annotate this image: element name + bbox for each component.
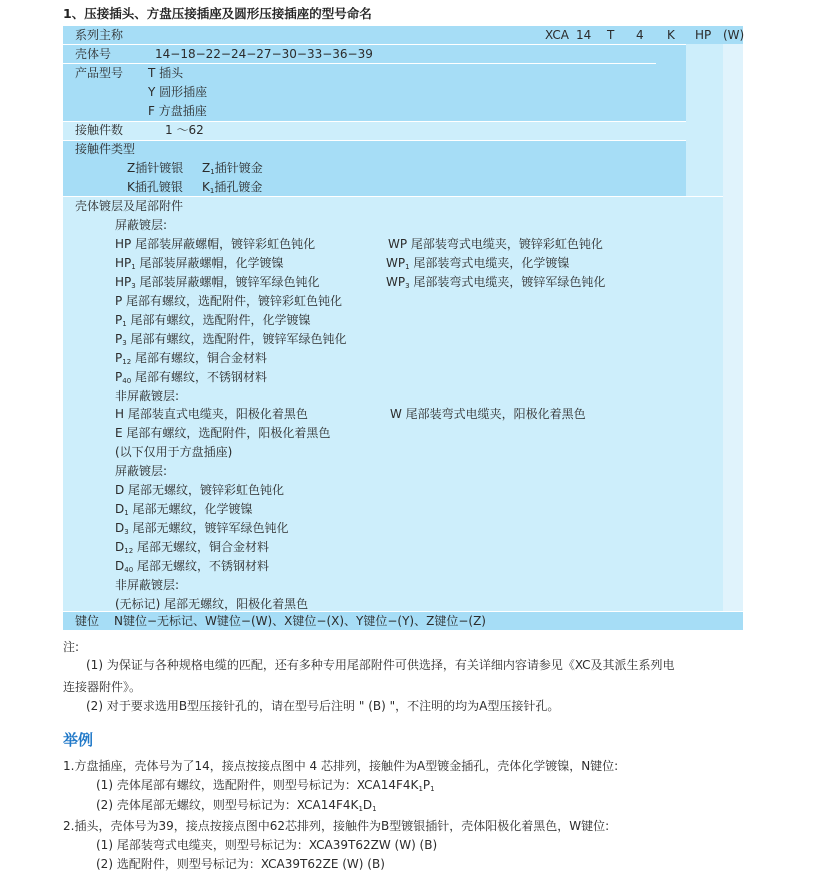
plating-p3: $P_3$ 尾部有螺纹，选配附件，镀锌军绿色钝化 <box>115 332 347 347</box>
example-1: 1.方盘插座，壳体号为了14，接点按接点图中 4 芯排列，接触件为A型镀金插孔，壳体化学镀镍，N键位: <box>63 759 619 773</box>
plating-p: P 尾部有螺纹，选配附件，镀锌彩虹色钝化 <box>115 294 343 308</box>
note-1-line-2: 连接器附件》。 <box>63 680 142 694</box>
note-1-line-1: (1) 为保证与各种规格电缆的匹配，还有多种专用尾部附件可供选择，有关详细内容请参见《XC及其派生系列电 <box>86 658 675 672</box>
plating-p12: $P_{12}$ 尾部有螺纹，铜合金材料 <box>115 351 267 366</box>
example-1b: (2) 壳体尾部无螺纹，则型号标记为：$XCA14F4K_1D_1$ <box>96 798 377 813</box>
plating-d12: $D_{12}$ 尾部无螺纹，铜合金材料 <box>115 540 269 555</box>
product-y: Y 圆形插座 <box>148 85 208 99</box>
contact-type-k: K插孔镀银 <box>127 180 183 194</box>
example-1a: (1) 壳体尾部有螺纹，选配附件，则型号标记为：$XCA14F4K_1P_1$ <box>96 778 435 793</box>
example-2a: (1) 尾部装弯式电缆夹，则型号标记为：XCA39T62ZW (W) (B) <box>96 838 438 852</box>
plating-e: E 尾部有螺纹，选配附件，阳极化着黑色 <box>115 426 331 440</box>
contact-type-k1: $K_1$插孔镀金 <box>202 180 263 195</box>
product-label: 产品型号 <box>75 66 124 80</box>
shielded-label: 屏蔽镀层: <box>115 218 168 232</box>
square-only-note: (以下仅用于方盘插座) <box>115 445 233 459</box>
contact-type-z1: $Z_1$插针镀金 <box>202 161 263 176</box>
plating-d40: $D_{40}$ 尾部无螺纹，不锈钢材料 <box>115 559 269 574</box>
model-code-layout: 4 <box>636 28 644 42</box>
plating-label: 壳体镀层及尾部附件 <box>75 199 184 213</box>
plating-p1: $P_1$ 尾部有螺纹，选配附件，化学镀镍 <box>115 313 311 328</box>
plating-unmarked: (无标记) 尾部无螺纹，阳极化着黑色 <box>115 597 309 611</box>
plating-p40: $P_{40}$ 尾部有螺纹，不锈钢材料 <box>115 370 267 385</box>
examples-title: 举例 <box>63 731 94 749</box>
contact-type-z: Z插针镀银 <box>127 161 184 175</box>
contacts-value: 1 ～62 <box>165 123 204 137</box>
key-label: 键位 <box>75 614 100 628</box>
model-code-type: T <box>607 28 615 42</box>
plating-h: H 尾部装直式电缆夹，阳极化着黑色 <box>115 407 308 421</box>
notes-label: 注: <box>63 640 80 654</box>
plating-hp: HP 尾部装屏蔽螺帽，镀锌彩虹色钝化 <box>115 237 316 251</box>
note-2: (2) 对于要求选用B型压接针孔的，请在型号后注明 " (B) "，不注明的均为A型压接针孔。 <box>86 699 560 713</box>
model-code-shell: 14 <box>576 28 592 42</box>
example-2b: (2) 选配附件，则型号标记为：XCA39T62ZE (W) (B) <box>96 857 385 871</box>
model-code-plating: HP <box>695 28 712 42</box>
plating-w: W 尾部装弯式电缆夹，阳极化着黑色 <box>390 407 586 421</box>
shell-label: 壳体号 <box>75 47 112 61</box>
example-2: 2.插头，壳体号为39，接点按接点图中62芯排列，接触件为B型镀银插针，壳体阳极化着黑色，W键位: <box>63 819 610 833</box>
plating-wp3: $WP_3$ 尾部装弯式电缆夹，镀锌军绿色钝化 <box>386 275 606 290</box>
model-code-xca: XCA <box>545 28 569 42</box>
product-f: F 方盘插座 <box>148 104 207 118</box>
model-code-contact: K <box>667 28 675 42</box>
series-label: 系列主称 <box>75 28 124 42</box>
product-t: T 插头 <box>148 66 184 80</box>
key-value: N键位−无标记、W键位−(W)、X键位−(X)、Y键位−(Y)、Z键位−(Z) <box>114 614 486 628</box>
plating-d: D 尾部无螺纹，镀锌彩虹色钝化 <box>115 483 285 497</box>
plating-d1: $D_1$ 尾部无螺纹，化学镀镍 <box>115 502 253 517</box>
page-title: 1、压接插头、方盘压接插座及圆形压接插座的型号命名 <box>63 6 372 21</box>
plating-d3: $D_3$ 尾部无螺纹，镀锌军绿色钝化 <box>115 521 289 536</box>
contacts-label: 接触件数 <box>75 123 124 137</box>
contacts-band <box>63 121 686 140</box>
shielded-label-2: 屏蔽镀层: <box>115 464 168 478</box>
unshielded-label: 非屏蔽镀层: <box>115 389 180 403</box>
shell-value: 14−18−22−24−27−30−33−36−39 <box>155 47 373 61</box>
plating-wp1: $WP_1$ 尾部装弯式电缆夹，化学镀镍 <box>386 256 570 271</box>
model-code-key: (W) <box>723 28 745 42</box>
contact-type-label: 接触件类型 <box>75 142 136 156</box>
plating-hp1: $HP_1$ 尾部装屏蔽螺帽，化学镀镍 <box>115 256 284 271</box>
unshielded-label-2: 非屏蔽镀层: <box>115 578 180 592</box>
plating-wp: WP 尾部装弯式电缆夹，镀锌彩虹色钝化 <box>388 237 603 251</box>
plating-hp3: $HP_3$ 尾部装屏蔽螺帽，镀锌军绿色钝化 <box>115 275 320 290</box>
